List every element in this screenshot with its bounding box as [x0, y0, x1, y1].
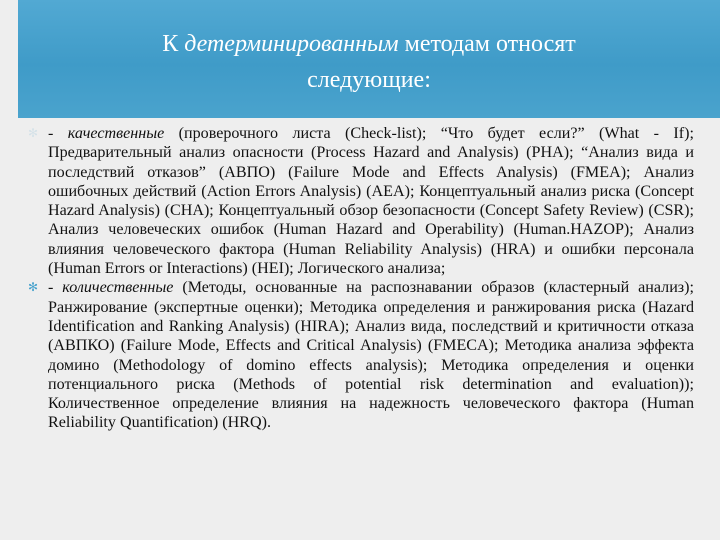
title-prefix: К	[162, 31, 185, 57]
title-banner	[18, 0, 720, 118]
title-line-2: следующие:	[307, 67, 431, 93]
slide-title	[18, 26, 720, 98]
item-text: (проверочного листа (Check-list); “Что будет если?” (What - If); Предварительный анализ опасности (Process Hazard and Analysis) (PHA); “Анализ вида и последствий отказов” (АВПО) (Failure Mode and Effects Analysis) (FMEA); Анализ ошибочных действий (Action Errors Analysis) (AEA); Концептуальный анализ риска (Concept Hazard Analysis) (CHA); Концептуальный обзор безопасности (Concept Safety Review) (CSR); Анализ человеческих ошибок (Human Hazard and Operability) (Human.HAZOP); Анализ влияния человеческого фактора (Human Reliability Analysis) (HRA) и ошибки персонала (Human Errors or Interactions) (HEI); Логического анализа;	[48, 125, 694, 278]
item-text: (Методы, основанные на распознавании образов (кластерный анализ); Ранжирование (экспертные оценки); Методика определения и ранжирования риска (Hazard Identification and Ranking Analysis) (HIRA); Анализ вида, последствий и критичности отказа (АВПКО) (Failure Mode, Effects and Critical Analysis) (FMECA); Методика анализа эффекта домино (Methodology of domino effects analysis); Методика определения и оценки потенциального риска (Methods of potential risk determination and evaluation)); Количественное определение влияния на надежность человеческого фактора (Human Reliability Quantification) (HRQ).	[48, 279, 694, 432]
item-lead: -	[48, 279, 63, 297]
item-label: качественные	[67, 125, 165, 142]
list-item-quantitative	[28, 278, 694, 432]
title-rest: методам относят	[398, 31, 576, 57]
list-item-qualitative	[28, 124, 694, 278]
bullet-icon: ✻	[28, 280, 39, 295]
bullet-icon: ✻	[28, 126, 39, 140]
title-emphasis: детерминированным	[184, 31, 399, 57]
slide-body	[28, 124, 694, 433]
item-lead: -	[48, 125, 68, 142]
item-label: количественные	[62, 279, 174, 297]
